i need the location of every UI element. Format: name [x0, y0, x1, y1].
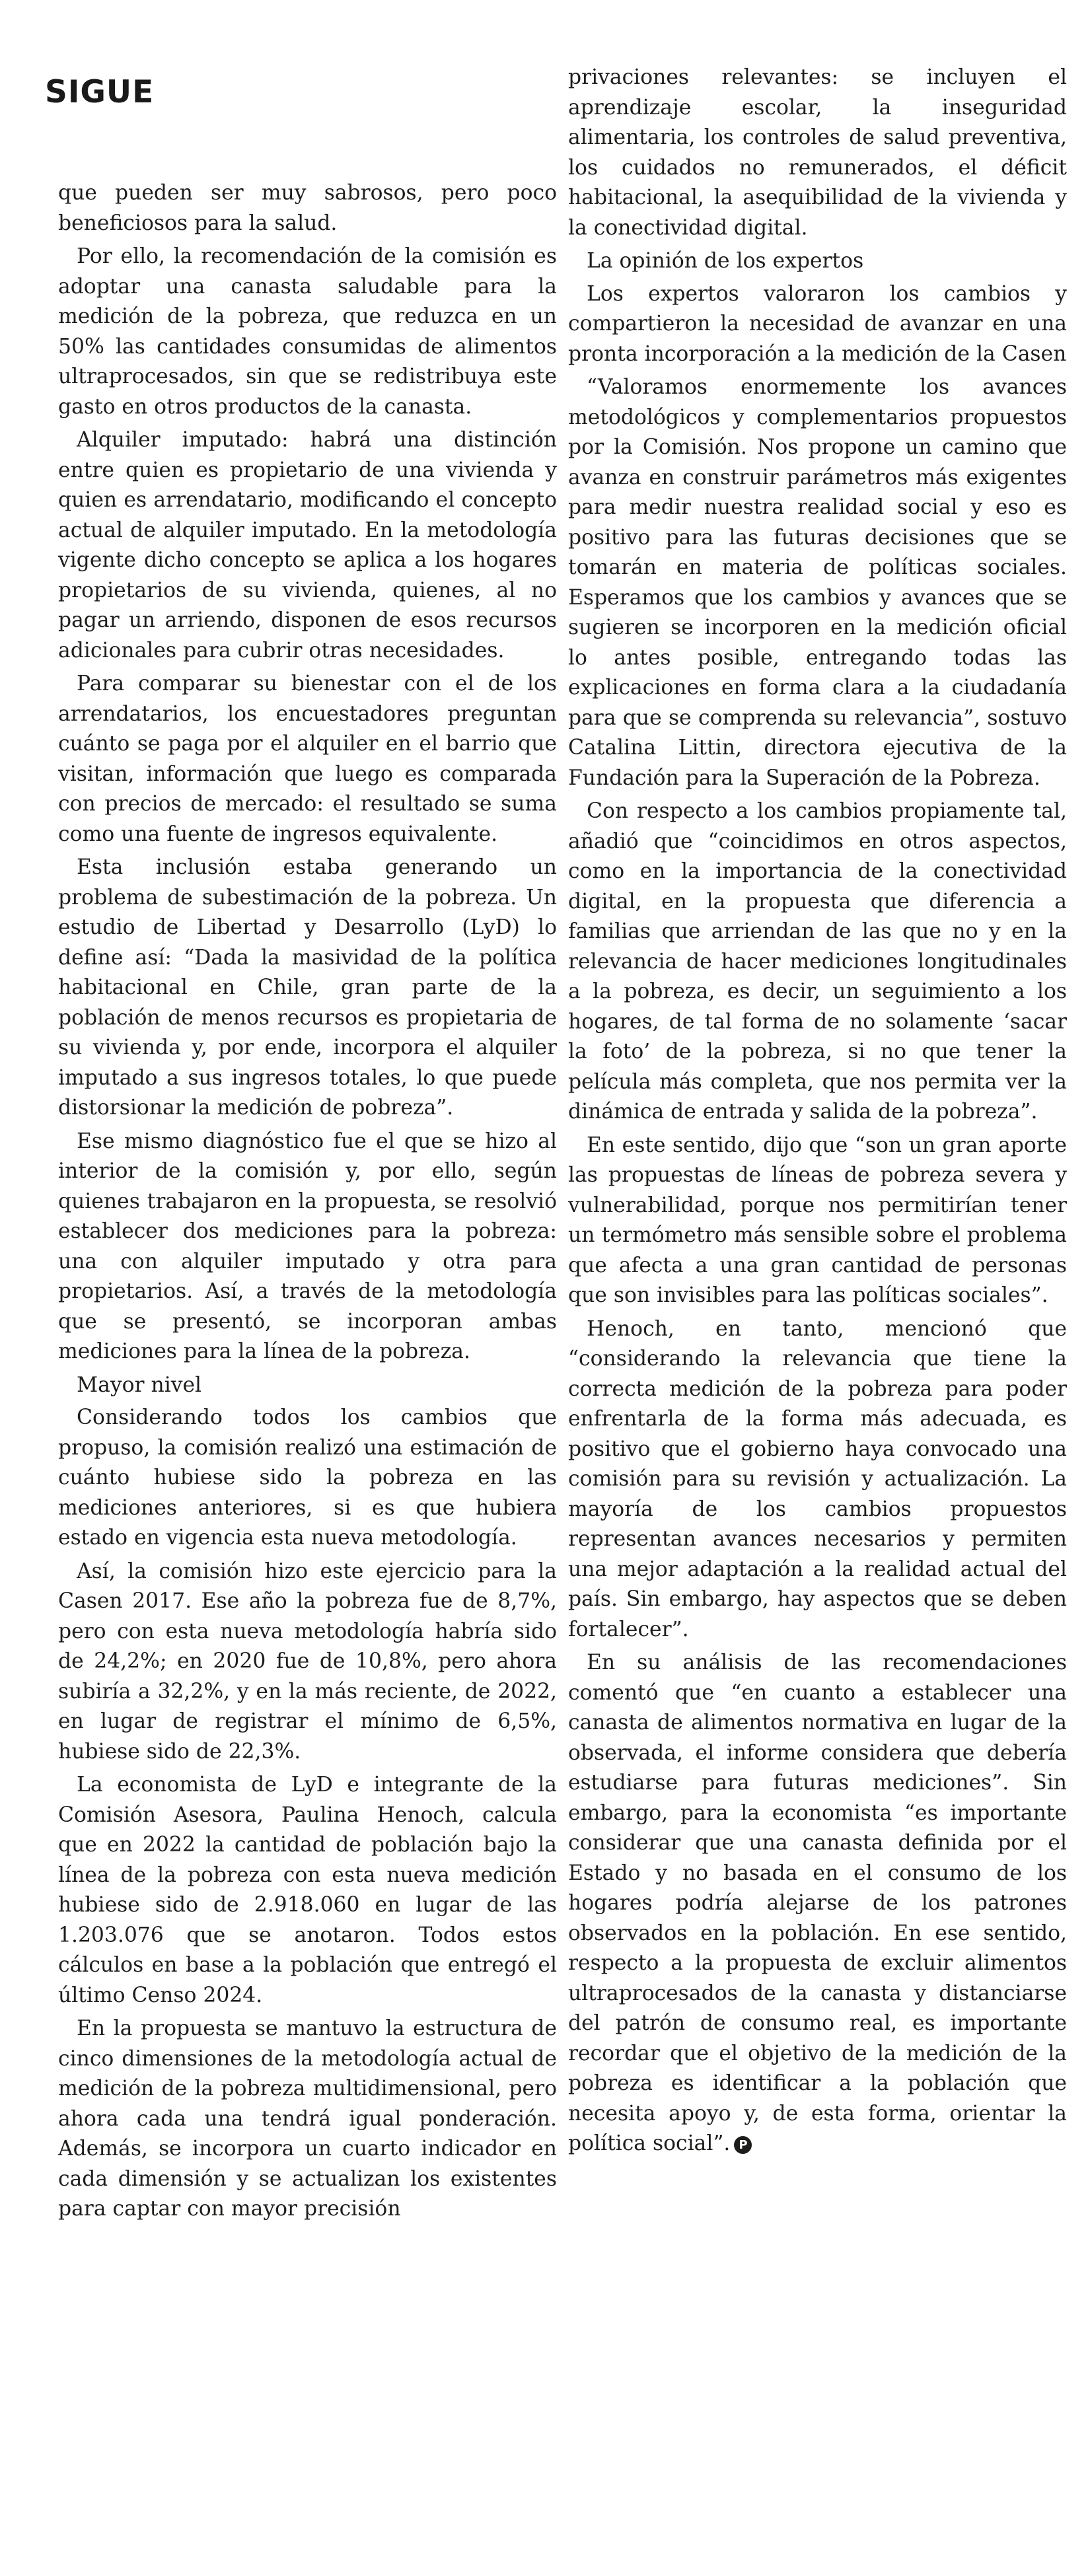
paragraph: Los expertos valoraron los cambios y compartieron la necesidad de avanzar en una pronta incorporación a la medición de la Casen	[568, 281, 1067, 366]
subheading: Mayor nivel	[77, 1373, 202, 1397]
subheading: La opinión de los expertos	[587, 249, 864, 273]
section-kicker: SIGUE	[45, 74, 155, 110]
paragraph: En este sentido, dijo que “son un gran aporte las propuestas de líneas de pobreza severa y vulnerabilidad, porque nos permitirían tener un termómetro más sensible sobre el problema que afecta a una gran cantidad de personas que son invisibles para las políticas sociales”.	[568, 1133, 1067, 1307]
paragraph: Henoch, en tanto, mencionó que “considerando la relevancia que tiene la correcta medición de la pobreza para poder enfrentarla de la forma más adecuada, es positivo que el gobierno haya convocado una comisión para su revisión y actualización. La mayoría de los cambios propuestos representan avances necesarios y permiten una mejor adaptación a la realidad actual del país. Sin embargo, hay aspectos que se deben fortalecer”.	[568, 1316, 1067, 1641]
paragraph: Con respecto a los cambios propiamente tal, añadió que “coincidimos en otros aspectos, como en la importancia de la conectividad digital, en la propuesta que diferencia a familias que arriendan de las que no y en la relevancia de hacer mediciones longitudinales a la pobreza, es decir, un seguimiento a los hogares, de tal forma de no solamente ‘sacar la foto’ de la pobreza, si no que tener la película más completa, que nos permita ver la dinámica de entrada y salida de la pobreza”.	[568, 799, 1067, 1124]
paragraph: La economista de LyD e integrante de la Comisión Asesora, Paulina Henoch, calcula que en 2022 la cantidad de población bajo la línea de la pobreza con esta nueva medición hubiese sido de 2.918.060 en lugar de las 1.203.076 que se anotaron. Todos estos cálculos en base a la población que entregó el último Censo 2024.	[58, 1773, 557, 2007]
paragraph: privaciones relevantes: se incluyen el aprendizaje escolar, la inseguridad alimentaria, los controles de salud preventiva, los cuidados no remunerados, el déficit habitacional, la asequibilidad de la vivienda y la conectividad digital.	[568, 65, 1067, 240]
paragraph: que pueden ser muy sabrosos, pero poco beneficiosos para la salud.	[58, 181, 557, 235]
paragraph: Así, la comisión hizo este ejercicio para la Casen 2017. Ese año la pobreza fue de 8,7%, pero con esta nueva metodología habría sido de 24,2%; en 2020 fue de 10,8%, pero ahora subiría a 32,2%, y en la más reciente, de 2022, en lugar de registrar el mínimo de 6,5%, hubiese sido de 22,3%.	[58, 1559, 557, 1764]
paragraph: Para comparar su bienestar con el de los arrendatarios, los encuestadores preguntan cuánto se paga por el alquiler en el barrio que visitan, información que luego es comparada con precios de mercado: el resultado se suma como una fuente de ingresos equivalente.	[58, 672, 557, 846]
paragraph-text: En su análisis de las recomendaciones comentó que “en cuanto a establecer una canasta de alimentos normativa en lugar de la observada, el informe considera que debería estudiarse para futuras mediciones”. Sin embargo, para la economista “es importante considerar que una canasta definida por el Estado y no basada en el consumo de los hogares podría alejarse de los patrones observados en la población. En ese sentido, respecto a la propuesta de excluir alimentos ultraprocesados de la canasta y distanciarse del patrón de consumo real, es importante recordar que el objetivo de la medición de la pobreza es identificar a la población que necesita apoyo y, de esta forma, orientar la política social”.	[568, 1651, 1067, 2155]
paragraph: Ese mismo diagnóstico fue el que se hizo al interior de la comisión y, por ello, según quienes trabajaron en la propuesta, se resolvió establecer dos mediciones para la pobreza: una con alquiler imputado y otra para propietarios. Así, a través de la metodología que se presentó, se incorporan ambas mediciones para la línea de la pobreza.	[58, 1129, 557, 1363]
paragraph: Por ello, la recomendación de la comisión es adoptar una canasta saludable para la medición de la pobreza, que reduzca en un 50% las cantidades consumidas de alimentos ultraprocesados, sin que se redistribuya este gasto en otros productos de la canasta.	[58, 244, 557, 419]
paragraph: Alquiler imputado: habrá una distinción entre quien es propietario de una vivienda y quien es arrendatario, modificando el concepto actual de alquiler imputado. En la metodología vigente dicho concepto se aplica a los hogares propietarios de su vivienda, quienes, al no pagar un arriendo, disponen de esos recursos adicionales para cubrir otras necesidades.	[58, 428, 557, 662]
right-column	[568, 63, 1067, 2163]
final-paragraph	[568, 1648, 1067, 2159]
left-column	[58, 178, 557, 2228]
paragraph: En la propuesta se mantuvo la estructura de cinco dimensiones de la metodología actual de medición de la pobreza multidimensional, pero ahora cada una tendrá igual ponderación. Además, se incorpora un cuarto indicador en cada dimensión y se actualizan los existentes para captar con mayor precisión	[58, 2017, 557, 2221]
end-of-article-icon: P	[734, 2136, 752, 2154]
paragraph: “Valoramos enormemente los avances metodológicos y complementarios propuestos por la Comisión. Nos propone un camino que avanza en construir parámetros más exigentes para medir nuestra realidad social y eso es positivo para las futuras decisiones que se tomarán en materia de políticas sociales. Esperamos que los cambios y avances que se sugieren se incorporen en la medición oficial lo antes posible, entregando todas las explicaciones en forma clara a la ciudadanía para que se comprenda su relevancia”, sostuvo Catalina Littin, directora ejecutiva de la Fundación para la Superación de la Pobreza.	[568, 375, 1067, 790]
paragraph: Considerando todos los cambios que propuso, la comisión realizó una estimación de cuánto hubiese sido la pobreza en las mediciones anteriores, si es que hubiera estado en vigencia esta nueva metodología.	[58, 1406, 557, 1550]
paragraph: Esta inclusión estaba generando un problema de subestimación de la pobreza. Un estudio de Libertad y Desarrollo (LyD) lo define así: “Dada la masividad de la política habitacional en Chile, gran parte de la población de menos recursos es propietaria de su vivienda y, por ende, incorpora el alquiler imputado a sus ingresos totales, lo que puede distorsionar la medición de pobreza”.	[58, 855, 557, 1120]
